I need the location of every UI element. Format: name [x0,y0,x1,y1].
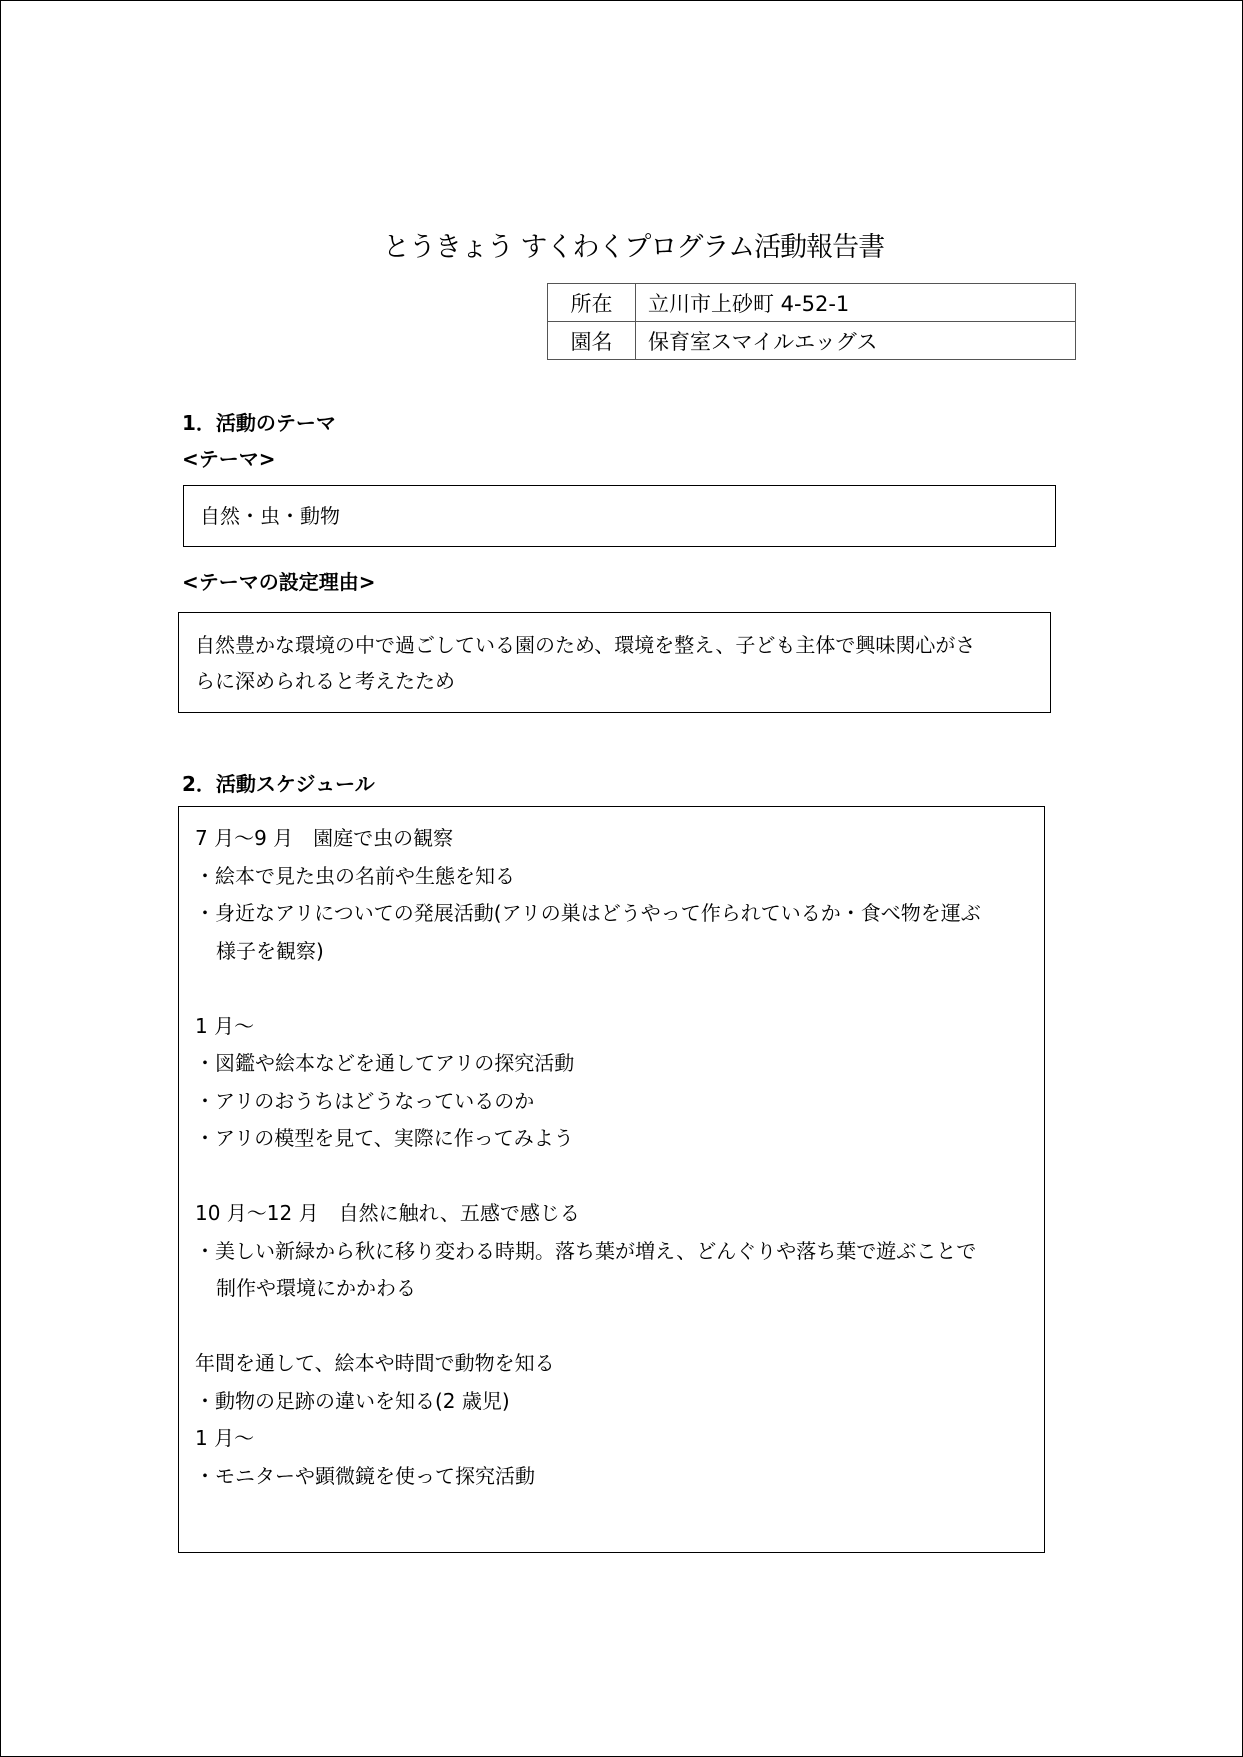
document-title: とうきょう すくわくプログラム活動報告書 [382,232,885,263]
schedule-line: 7 月～9 月 園庭で虫の観察 [195,826,454,850]
schedule-line: ・モニターや顕微鏡を使って探究活動 [195,1463,535,1488]
schedule-line: ・動物の足跡の違いを知る(2 歳児) [195,1388,510,1413]
name-label: 園名 [548,322,636,360]
name-value: 保育室スマイルエッグス [636,322,1076,360]
schedule-box [178,806,1045,1553]
section1-heading: 1．活動のテーマ [182,411,336,435]
schedule-line: 1 月～ [195,1426,255,1450]
location-label: 所在 [548,284,636,322]
schedule-blank [195,1158,1028,1196]
schedule-blank [195,970,1028,1008]
schedule-line: ・絵本で見た虫の名前や生態を知る [195,863,515,888]
schedule-line: ・図鑑や絵本などを通してアリの探究活動 [195,1051,575,1075]
section2-heading: 2．活動スケジュール [182,772,375,796]
info-table [547,283,1076,360]
schedule-line: 10 月～12 月 自然に触れ、五感で感じる [195,1201,580,1225]
schedule-line: ・美しい新緑から秋に移り変わる時期。落ち葉が増え、どんぐりや落ち葉で遊ぶことで [195,1238,977,1263]
schedule-line: ・身近なアリについての発展活動(アリの巣はどうやって作られているか・食べ物を運ぶ [195,901,981,925]
reason-line-2: らに深められると考えたため [195,669,455,693]
schedule-line: 1 月～ [195,1013,255,1038]
reason-line-1: 自然豊かな環境の中で過ごしている園のため、環境を整え、子ども主体で興味関心がさ [195,633,976,657]
reason-box [178,612,1051,713]
info-row-location [548,284,1076,322]
reason-label: <テーマの設定理由> [182,570,376,594]
theme-value: 自然・虫・動物 [200,504,340,528]
schedule-line: 様子を観察) [216,938,324,963]
theme-label: <テーマ> [182,447,276,471]
theme-box [183,485,1056,547]
info-row-name [548,322,1076,360]
schedule-line: 年間を通して、絵本や時間で動物を知る [195,1351,555,1375]
schedule-blank [195,1308,1028,1346]
location-value: 立川市上砂町 4-52-1 [636,284,1076,322]
schedule-line: ・アリのおうちはどうなっているのか [195,1088,535,1113]
schedule-line: 制作や環境にかかわる [216,1276,416,1300]
schedule-line: ・アリの模型を見て、実際に作ってみよう [195,1126,574,1150]
